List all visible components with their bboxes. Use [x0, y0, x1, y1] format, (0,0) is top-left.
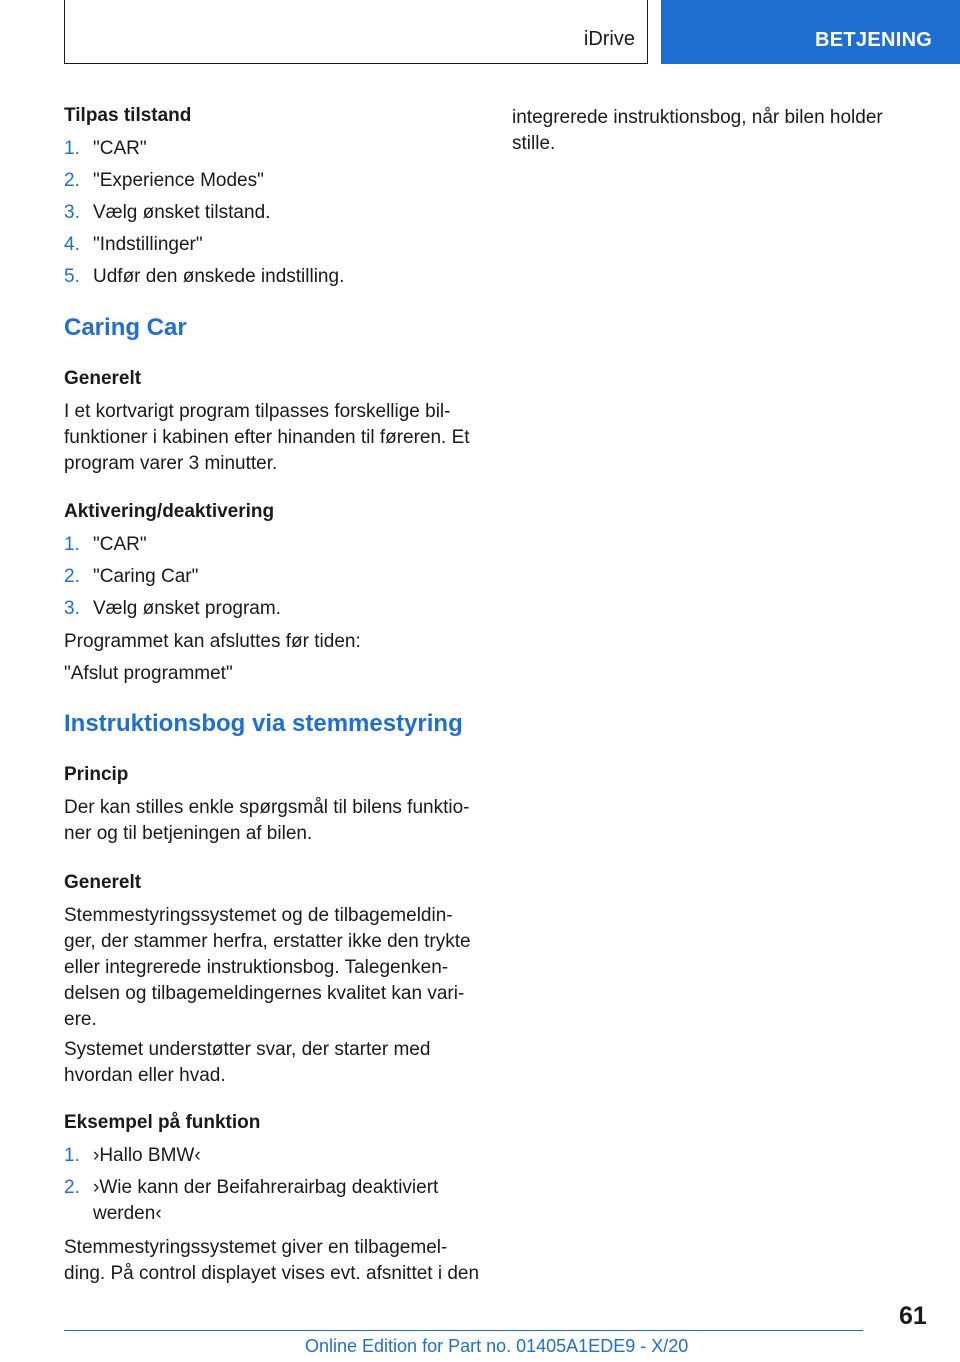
caring-car-title: Caring Car: [64, 314, 187, 341]
princip-heading: Princip: [64, 764, 129, 785]
list-text: "Indstillinger": [93, 234, 203, 255]
list-number: 2.: [64, 170, 80, 191]
list-text: werden‹: [93, 1203, 162, 1224]
list-number: 3.: [64, 202, 80, 223]
paragraph-line: program varer 3 minutter.: [64, 453, 278, 474]
paragraph-line: Stemmestyringssystemet giver en tilbagemel‐: [64, 1237, 448, 1258]
header-chapter-title: BETJENING: [815, 29, 933, 51]
paragraph-line: funktioner i kabinen efter hinanden til føreren. Et: [64, 427, 470, 448]
paragraph-line: Programmet kan afsluttes før tiden:: [64, 631, 361, 652]
paragraph-line: delsen og tilbagemeldingernes kvalitet kan vari‐: [64, 983, 465, 1004]
paragraph-line: ger, der stammer herfra, erstatter ikke den trykte: [64, 931, 471, 952]
list-text: "Experience Modes": [93, 170, 264, 191]
list-number: 4.: [64, 234, 80, 255]
paragraph-line: ner og til betjeningen af bilen.: [64, 823, 313, 844]
list-number: 1.: [64, 1145, 80, 1166]
list-number: 2.: [64, 1177, 80, 1198]
list-number: 1.: [64, 138, 80, 159]
aktivering-heading: Aktivering/deaktivering: [64, 501, 275, 522]
list-text: "CAR": [93, 138, 147, 159]
list-number: 5.: [64, 266, 80, 287]
paragraph-line: I et kortvarigt program tilpasses forskellige bil‐: [64, 401, 451, 422]
paragraph-line: "Afslut programmet": [64, 663, 233, 684]
list-text: Vælg ønsket tilstand.: [93, 202, 271, 223]
generelt-heading: Generelt: [64, 872, 142, 893]
header-section-title: iDrive: [583, 28, 635, 50]
list-text: "CAR": [93, 534, 147, 555]
list-number: 1.: [64, 534, 80, 555]
list-text: Udfør den ønskede indstilling.: [93, 266, 345, 287]
paragraph-line: Stemmestyringssystemet og de tilbagemeldin‐: [64, 905, 453, 926]
list-number: 3.: [64, 598, 80, 619]
list-number: 2.: [64, 566, 80, 587]
footer-edition-text: Online Edition for Part no. 01405A1EDE9 - X/20: [305, 1336, 689, 1356]
header-frame: [64, 0, 648, 64]
page-number: 61: [899, 1302, 927, 1330]
generelt-heading: Generelt: [64, 368, 142, 389]
paragraph-line: hvordan eller hvad.: [64, 1065, 226, 1086]
paragraph-line: ding. På control displayet vises evt. afsnittet i den: [64, 1263, 480, 1284]
paragraph-line: ere.: [64, 1009, 97, 1030]
list-text: "Caring Car": [93, 566, 199, 587]
paragraph-line: stille.: [512, 133, 556, 154]
list-text: ›Wie kann der Beifahrerairbag deaktiviert: [93, 1177, 439, 1198]
tilpas-heading: Tilpas tilstand: [64, 105, 192, 126]
paragraph-line: Systemet understøtter svar, der starter med: [64, 1039, 431, 1060]
footer-divider: [64, 1330, 863, 1331]
paragraph-line: Der kan stilles enkle spørgsmål til bilens funktio‐: [64, 797, 470, 818]
paragraph-line: integrerede instruktionsbog, når bilen holder: [512, 107, 883, 128]
list-text: Vælg ønsket program.: [93, 598, 281, 619]
paragraph-line: eller integrerede instruktionsbog. Talegenken‐: [64, 957, 449, 978]
eksempel-heading: Eksempel på funktion: [64, 1112, 261, 1133]
list-text: ›Hallo BMW‹: [93, 1145, 201, 1166]
instruktionsbog-title: Instruktionsbog via stemmestyring: [64, 710, 463, 737]
